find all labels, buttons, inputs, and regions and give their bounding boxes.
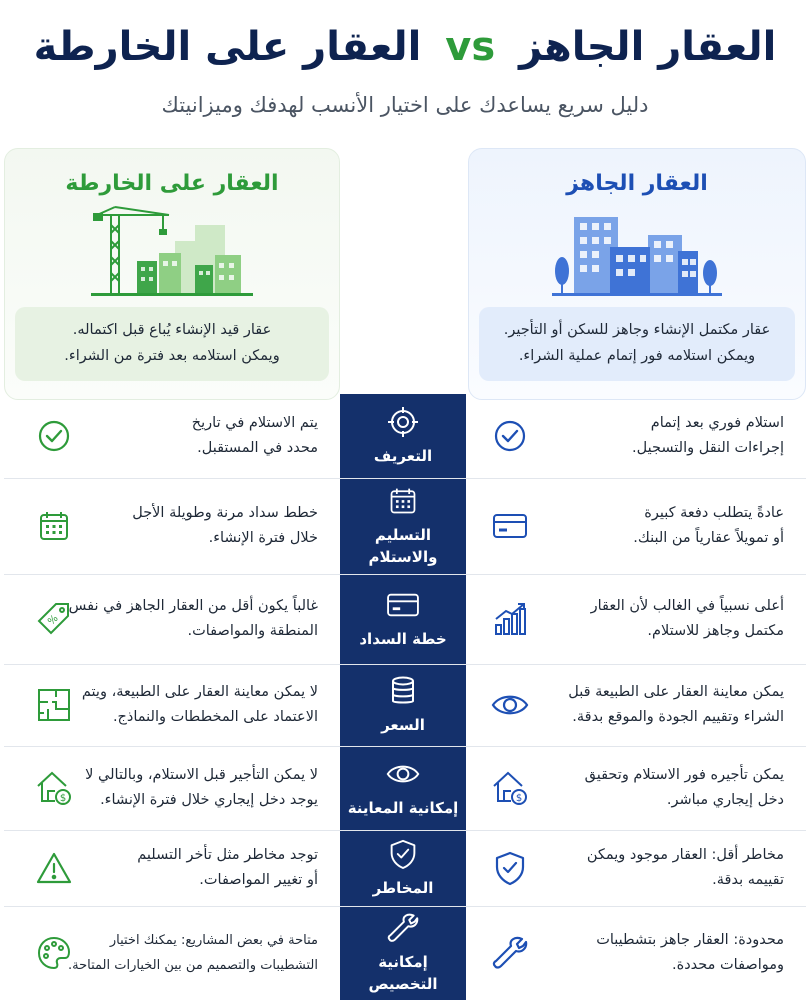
offplan-cell-text [63,501,318,551]
cell-line: الشراء وتقييم الجودة والموقع بدقة. [572,709,784,725]
ready-cell-text [534,928,784,978]
cell-line: دخل إيجاري مباشر. [666,792,784,808]
offplan-cell-text [63,680,318,730]
criteria-label: التسليم [374,526,432,544]
title-vs: vs [445,24,496,70]
offplan-cell [4,664,340,746]
eye-icon [386,757,420,791]
offplan-cell [4,394,340,478]
shield-check-icon [490,848,530,888]
calendar-icon [386,484,420,518]
calendar-icon [34,506,74,546]
offplan-title: العقار على الخارطة [65,171,279,196]
cell-line: خطط سداد مرنة وطويلة الأجل [132,505,318,521]
criteria-customization [340,906,466,1000]
floor-plan-icon [34,685,74,725]
cell-line: ومواصفات محددة. [671,957,784,973]
svg-text:%: % [46,613,61,628]
check-circle-icon [34,416,74,456]
offplan-cell-text [53,928,318,978]
crane-building-icon [87,205,257,305]
criteria-label: التخصيص [368,975,438,993]
criteria-label: خطة السداد [359,630,447,648]
bar-chart-icon [490,599,530,639]
ready-panel [468,148,806,400]
criteria-payment [340,574,466,664]
cell-line: تقييمه بدقة. [712,872,784,888]
city-buildings-icon [552,205,722,305]
criteria-label: التعريف [373,447,433,465]
coins-icon [386,674,420,708]
ready-desc-line2: ويمكن استلامه فور إتمام عملية الشراء. [518,348,756,364]
offplan-cell-text [63,411,318,461]
price-tag-icon [34,599,74,639]
ready-cell [466,394,806,478]
eye-icon [490,685,530,725]
cell-line: لا يمكن معاينة العقار على الطبيعة، ويتم [81,684,318,700]
cell-line: يمكن معاينة العقار على الطبيعة قبل [568,684,784,700]
criteria-label: إمكانية المعاينة [347,799,459,817]
ready-cell-text [534,501,784,551]
credit-card-icon [490,506,530,546]
ready-cell [466,830,806,906]
ready-cell [466,664,806,746]
ready-desc-line1: عقار مكتمل الإنشاء وجاهز للسكن أو التأجير. [503,322,771,338]
palette-icon [34,933,74,973]
criteria-label: إمكانية [378,953,428,971]
ready-description [479,307,795,381]
criteria-label: المخاطر [372,879,434,897]
offplan-cell [4,478,340,574]
ready-cell [466,906,806,1000]
offplan-cell-text [63,594,318,644]
ready-cell-text [534,680,784,730]
target-icon [386,405,420,439]
title-ready: العقار الجاهز [519,24,777,70]
offplan-cell-text [63,763,318,813]
cell-line: لا يمكن التأجير قبل الاستلام، وبالتالي لا [85,767,318,783]
cell-line: أو تمويلاً عقارياً من البنك. [633,530,784,546]
cell-line: عادةً يتطلب دفعة كبيرة [644,505,784,521]
cell-line: محدودة: العقار جاهز بتشطيبات [596,932,784,948]
offplan-cell-text [63,843,318,893]
offplan-desc-line2: ويمكن استلامه بعد فترة من الشراء. [64,348,280,364]
criteria-label: السعر [381,716,425,734]
title-offplan: العقار على الخارطة [33,24,422,70]
cell-line: الاعتماد على المخططات والنماذج. [112,709,318,725]
cell-line: متاحة في بعض المشاريع: يمكنك اختيار [109,933,318,948]
svg-text:$: $ [515,793,523,804]
credit-card-icon [386,588,420,622]
wrench-icon [490,933,530,973]
page-title [0,24,810,70]
cell-line: أو تغيير المواصفات. [199,872,318,888]
cell-line: محدد في المستقبل. [197,440,318,456]
cell-line: خلال فترة الإنشاء. [208,530,318,546]
warning-icon [34,848,74,888]
cell-line: توجد مخاطر مثل تأخر التسليم [137,847,318,863]
ready-cell-text [534,763,784,813]
page-subtitle: دليل سريع يساعدك على اختيار الأنسب لهدفك وميزانيتك [161,93,649,117]
ready-cell-text [534,594,784,644]
cell-line: مكتمل وجاهز للاستلام. [647,623,784,639]
cell-line: يتم الاستلام في تاريخ [191,415,318,431]
house-dollar-icon [490,768,530,808]
offplan-cell [4,746,340,830]
offplan-cell [4,830,340,906]
ready-title: العقار الجاهز [566,171,708,196]
criteria-delivery [340,478,466,574]
ready-cell [466,574,806,664]
cell-line: مخاطر أقل: العقار موجود ويمكن [586,847,784,863]
cell-line: يمكن تأجيره فور الاستلام وتحقيق [584,767,784,783]
tools-icon [386,911,420,945]
criteria-label: والاستلام [368,548,438,566]
offplan-cell [4,906,340,1000]
offplan-desc-line1: عقار قيد الإنشاء يُباع قبل اكتماله. [72,322,272,338]
house-dollar-icon [34,768,74,808]
shield-check-icon [386,837,420,871]
criteria-definition [340,394,466,478]
ready-cell [466,478,806,574]
criteria-price [340,664,466,746]
criteria-risks [340,830,466,906]
cell-line: إجراءات النقل والتسجيل. [632,440,784,456]
offplan-description [15,307,329,381]
cell-line: استلام فوري بعد إتمام [650,415,784,431]
cell-line: التشطيبات والتصميم من بين الخيارات المتاحة. [68,958,318,973]
offplan-cell [4,574,340,664]
ready-cell [466,746,806,830]
criteria-inspection [340,746,466,830]
cell-line: غالباً يكون أقل من العقار الجاهز في نفس [68,598,318,614]
ready-cell-text [534,843,784,893]
offplan-panel [4,148,340,400]
svg-text:$: $ [59,793,67,804]
cell-line: يوجد دخل إيجاري خلال فترة الإنشاء. [100,792,318,808]
ready-cell-text [534,411,784,461]
check-circle-icon [490,416,530,456]
cell-line: أعلى نسبياً في الغالب لأن العقار [590,598,784,614]
cell-line: المنطقة والمواصفات. [187,623,318,639]
